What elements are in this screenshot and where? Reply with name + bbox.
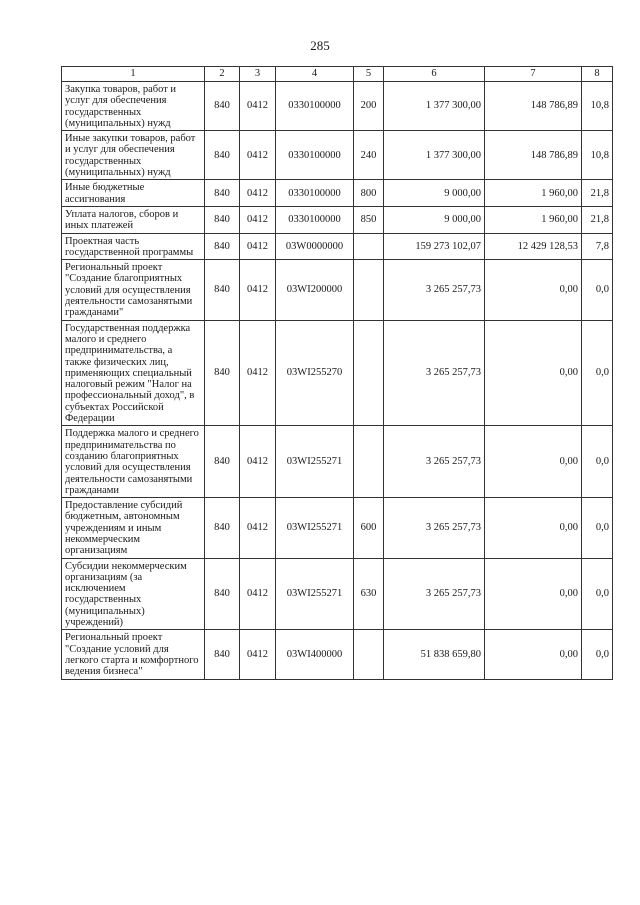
cell-executed-amount: 0,00 [485, 498, 582, 558]
cell-ministry-code: 840 [205, 82, 240, 131]
column-header: 2 [205, 67, 240, 82]
cell-target-article: 03WI255270 [276, 320, 354, 426]
column-header: 3 [240, 67, 276, 82]
row-name: Закупка товаров, работ и услуг для обеспечения государственных (муниципальных) нужд [62, 82, 205, 131]
cell-percent: 0,0 [582, 498, 613, 558]
cell-plan-amount: 3 265 257,73 [384, 320, 485, 426]
cell-ministry-code: 840 [205, 233, 240, 260]
cell-plan-amount: 3 265 257,73 [384, 498, 485, 558]
cell-section-code: 0412 [240, 206, 276, 233]
cell-target-article: 03WI400000 [276, 630, 354, 679]
row-name: Государственная поддержка малого и среднего предпринимательства, а также физических лиц, применяющих специальный налоговый режим "Налог на профессиональный доход", в субъектах Российской Федерации [62, 320, 205, 426]
table-row [62, 260, 613, 320]
row-name: Иные закупки товаров, работ и услуг для обеспечения государственных (муниципальных) нужд [62, 131, 205, 180]
cell-target-article: 03W0000000 [276, 233, 354, 260]
cell-section-code: 0412 [240, 233, 276, 260]
cell-ministry-code: 840 [205, 206, 240, 233]
cell-plan-amount: 3 265 257,73 [384, 260, 485, 320]
cell-section-code: 0412 [240, 426, 276, 498]
cell-percent: 0,0 [582, 558, 613, 630]
cell-ministry-code: 840 [205, 630, 240, 679]
table-row [62, 498, 613, 558]
cell-plan-amount: 9 000,00 [384, 180, 485, 207]
row-name: Поддержка малого и среднего предпринимательства по созданию благоприятных условий для осуществления деятельности самозанятыми гражданами [62, 426, 205, 498]
cell-expense-type [354, 426, 384, 498]
cell-percent: 10,8 [582, 82, 613, 131]
table-row [62, 82, 613, 131]
cell-plan-amount: 1 377 300,00 [384, 131, 485, 180]
cell-ministry-code: 840 [205, 180, 240, 207]
cell-ministry-code: 840 [205, 498, 240, 558]
column-header: 5 [354, 67, 384, 82]
column-header: 6 [384, 67, 485, 82]
cell-executed-amount: 148 786,89 [485, 131, 582, 180]
table-row [62, 131, 613, 180]
cell-section-code: 0412 [240, 82, 276, 131]
cell-section-code: 0412 [240, 260, 276, 320]
table-row [62, 426, 613, 498]
cell-ministry-code: 840 [205, 320, 240, 426]
row-name: Уплата налогов, сборов и иных платежей [62, 206, 205, 233]
cell-ministry-code: 840 [205, 131, 240, 180]
cell-target-article: 03WI200000 [276, 260, 354, 320]
cell-executed-amount: 0,00 [485, 320, 582, 426]
cell-plan-amount: 3 265 257,73 [384, 426, 485, 498]
cell-percent: 10,8 [582, 131, 613, 180]
cell-executed-amount: 1 960,00 [485, 206, 582, 233]
cell-expense-type [354, 233, 384, 260]
row-name: Предоставление субсидий бюджетным, автономным учреждениям и иным некоммерческим организациям [62, 498, 205, 558]
cell-target-article: 0330100000 [276, 82, 354, 131]
cell-target-article: 0330100000 [276, 180, 354, 207]
cell-target-article: 03WI255271 [276, 426, 354, 498]
cell-percent: 0,0 [582, 320, 613, 426]
page-number: 285 [310, 38, 330, 53]
cell-section-code: 0412 [240, 131, 276, 180]
budget-table [61, 66, 613, 680]
row-name: Проектная часть государственной программы [62, 233, 205, 260]
cell-expense-type [354, 630, 384, 679]
cell-section-code: 0412 [240, 558, 276, 630]
column-header: 4 [276, 67, 354, 82]
cell-expense-type: 630 [354, 558, 384, 630]
cell-percent: 7,8 [582, 233, 613, 260]
cell-plan-amount: 159 273 102,07 [384, 233, 485, 260]
cell-plan-amount: 1 377 300,00 [384, 82, 485, 131]
cell-expense-type: 200 [354, 82, 384, 131]
cell-target-article: 03WI255271 [276, 558, 354, 630]
cell-percent: 0,0 [582, 426, 613, 498]
cell-executed-amount: 1 960,00 [485, 180, 582, 207]
cell-executed-amount: 148 786,89 [485, 82, 582, 131]
cell-target-article: 03WI255271 [276, 498, 354, 558]
cell-percent: 21,8 [582, 206, 613, 233]
cell-executed-amount: 0,00 [485, 260, 582, 320]
cell-executed-amount: 0,00 [485, 630, 582, 679]
cell-executed-amount: 0,00 [485, 426, 582, 498]
column-header: 8 [582, 67, 613, 82]
cell-expense-type [354, 260, 384, 320]
header-row [62, 67, 613, 82]
cell-section-code: 0412 [240, 180, 276, 207]
row-name: Субсидии некоммерческим организациям (за исключением государственных (муниципальных) учреждений) [62, 558, 205, 630]
cell-expense-type [354, 320, 384, 426]
cell-percent: 0,0 [582, 260, 613, 320]
cell-section-code: 0412 [240, 630, 276, 679]
cell-section-code: 0412 [240, 498, 276, 558]
column-header: 7 [485, 67, 582, 82]
column-header: 1 [62, 67, 205, 82]
cell-plan-amount: 3 265 257,73 [384, 558, 485, 630]
table-row [62, 233, 613, 260]
table-row [62, 558, 613, 630]
row-name: Региональный проект "Создание условий для легкого старта и комфортного ведения бизнеса" [62, 630, 205, 679]
table-row [62, 630, 613, 679]
cell-plan-amount: 9 000,00 [384, 206, 485, 233]
cell-expense-type: 600 [354, 498, 384, 558]
cell-section-code: 0412 [240, 320, 276, 426]
cell-ministry-code: 840 [205, 426, 240, 498]
cell-executed-amount: 0,00 [485, 558, 582, 630]
row-name: Региональный проект "Создание благоприятных условий для осуществления деятельности самозанятыми гражданами" [62, 260, 205, 320]
cell-ministry-code: 840 [205, 260, 240, 320]
row-name: Иные бюджетные ассигнования [62, 180, 205, 207]
cell-target-article: 0330100000 [276, 131, 354, 180]
cell-target-article: 0330100000 [276, 206, 354, 233]
cell-percent: 0,0 [582, 630, 613, 679]
cell-expense-type: 800 [354, 180, 384, 207]
cell-executed-amount: 12 429 128,53 [485, 233, 582, 260]
cell-plan-amount: 51 838 659,80 [384, 630, 485, 679]
cell-expense-type: 240 [354, 131, 384, 180]
cell-percent: 21,8 [582, 180, 613, 207]
table-row [62, 320, 613, 426]
table-row [62, 206, 613, 233]
cell-expense-type: 850 [354, 206, 384, 233]
cell-ministry-code: 840 [205, 558, 240, 630]
table-row [62, 180, 613, 207]
